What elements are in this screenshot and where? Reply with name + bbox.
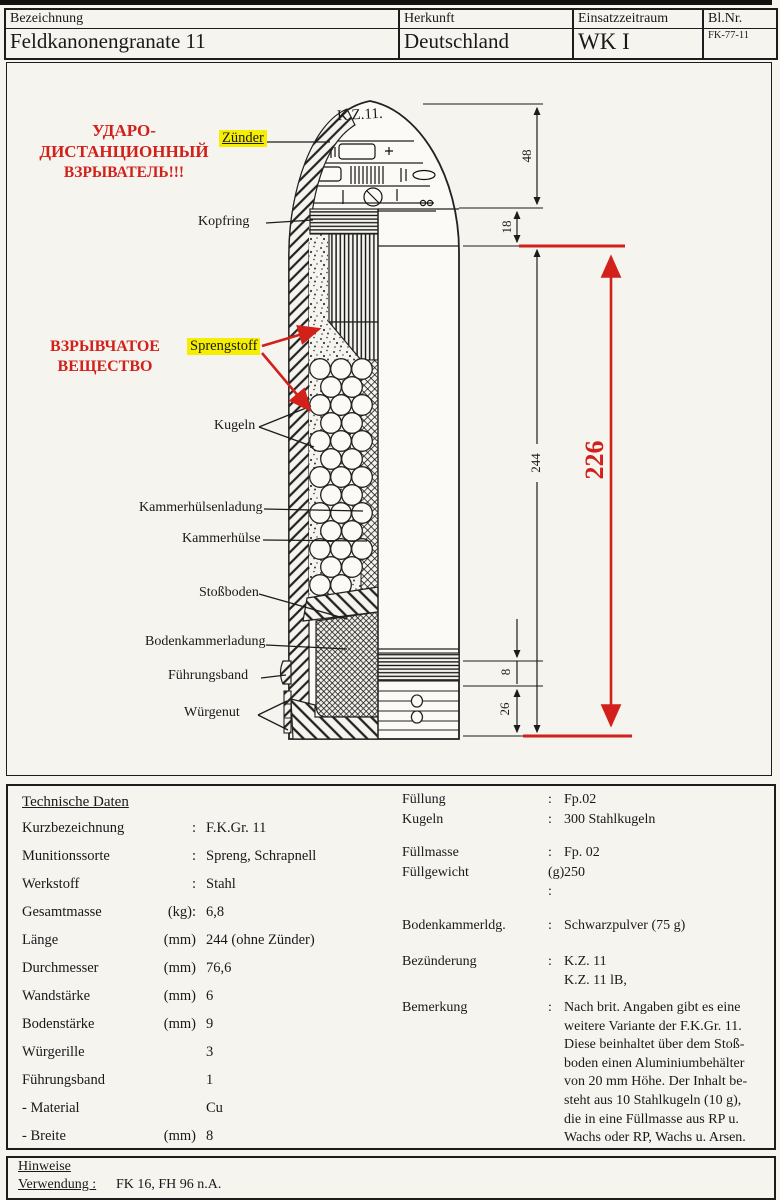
fuehrungsband-label: Führungsband xyxy=(168,668,249,683)
russian-fuze-note: УДАРО-ДИСТАНЦИОННЫЙ ВЗРЫВАТЕЛЬ!!! xyxy=(39,121,209,181)
tech-row: Kurzbezeichnung : F.K.Gr. 11 xyxy=(22,820,267,836)
tech-row-bemerkung: Bemerkung : Nach brit. Angaben gibt es eine weitere Variante der F.K.Gr. 11. Diese beinhaltet über dem Stoß- boden einen Aluminiumbehälter von 20 mm Höhe. Der Inhalt be- steht aus 10 Stahlkugeln (10 g), die in eine Füllmasse aus RP u. Wachs oder RP, Wachs u. Arsen. xyxy=(402,1000,748,1146)
tech-row: Wandstärke (mm) 6 xyxy=(22,988,214,1004)
tech-row: Führungsband 1 xyxy=(22,1072,214,1088)
zuender-label: Zünder xyxy=(219,130,267,147)
tech-row-bezuenderung: Bezünderung : K.Z. 11 K.Z. 11 lB, xyxy=(402,954,627,988)
bezeichnung-value: Feldkanonengranate 11 xyxy=(10,29,206,53)
tech-row: Füllmasse : Fp. 02 xyxy=(402,845,600,860)
dim-48: 48 xyxy=(519,149,534,163)
kugeln-label: Kugeln xyxy=(214,418,256,433)
dim-18: 18 xyxy=(499,220,514,234)
tech-row: Munitionssorte : Spreng, Schrapnell xyxy=(22,848,317,864)
wuergenut-label: Würgenut xyxy=(184,705,240,720)
tech-row: Bodenkammerldg. : Schwarzpulver (75 g) xyxy=(402,917,686,933)
dim-244: 244 xyxy=(528,444,544,482)
verwendung-value: FK 16, FH 96 n.A. xyxy=(116,1177,222,1192)
bodenkammerladung-label: Bodenkammerladung xyxy=(145,634,266,649)
tech-row: Füllgewicht (g) : 250 xyxy=(402,864,585,899)
tech-row: Bodenstärke (mm) 9 xyxy=(22,1016,214,1032)
verwendung-label: Verwendung : xyxy=(18,1177,97,1192)
dim-226: 226 xyxy=(580,440,609,480)
einsatzzeitraum-label: Einsatzzeitraum xyxy=(574,10,702,29)
header-table xyxy=(4,8,778,60)
tech-right-column xyxy=(402,790,768,1148)
herkunft-label: Herkunft xyxy=(400,10,572,29)
technical-data-panel xyxy=(6,784,776,1150)
tech-title: Technische Daten xyxy=(22,794,129,810)
bezeichnung-label: Bezeichnung xyxy=(6,10,398,29)
kopfring-label: Kopfring xyxy=(198,214,250,229)
drawing-panel xyxy=(6,62,772,776)
tech-row: Kugeln : 300 Stahlkugeln xyxy=(402,811,656,827)
tech-left-column xyxy=(22,820,392,1156)
blnr-value: FK-77-11 xyxy=(708,30,750,41)
tech-row: - Breite (mm) 8 xyxy=(22,1128,214,1144)
tech-row: Länge (mm) 244 (ohne Zünder) xyxy=(22,932,315,948)
einsatzzeitraum-value: WK I xyxy=(578,29,630,54)
tech-row: Durchmesser (mm) 76,6 xyxy=(22,960,232,976)
tech-row: Gesamtmasse (kg): 6,8 xyxy=(22,904,225,920)
dim-8: 8 xyxy=(498,668,513,676)
stossboden-label: Stoßboden xyxy=(199,585,259,600)
russian-explosive-note: ВЗРЫВЧАТОЕ ВЕЩЕСТВО xyxy=(50,338,160,375)
hinweise-title: Hinweise xyxy=(18,1159,71,1174)
kammerhuelsenladung-label: Kammerhülsenladung xyxy=(139,500,263,515)
kammerhuelse-label: Kammerhülse xyxy=(182,531,261,546)
tech-row: - Material Cu xyxy=(22,1100,223,1116)
scan-artifact-top xyxy=(0,0,772,5)
hinweise-panel xyxy=(6,1156,776,1200)
tech-row: Füllung : Fp.02 xyxy=(402,792,597,807)
fuze-marking-kz11: K.Z.11. xyxy=(336,105,384,125)
blnr-label: Bl.Nr. xyxy=(704,10,776,29)
tech-row: Würgerille 3 xyxy=(22,1044,214,1060)
sprengstoff-label: Sprengstoff xyxy=(187,338,260,355)
tech-row: Werkstoff : Stahl xyxy=(22,876,236,892)
herkunft-value: Deutschland xyxy=(404,29,509,53)
dim-26: 26 xyxy=(497,702,512,716)
